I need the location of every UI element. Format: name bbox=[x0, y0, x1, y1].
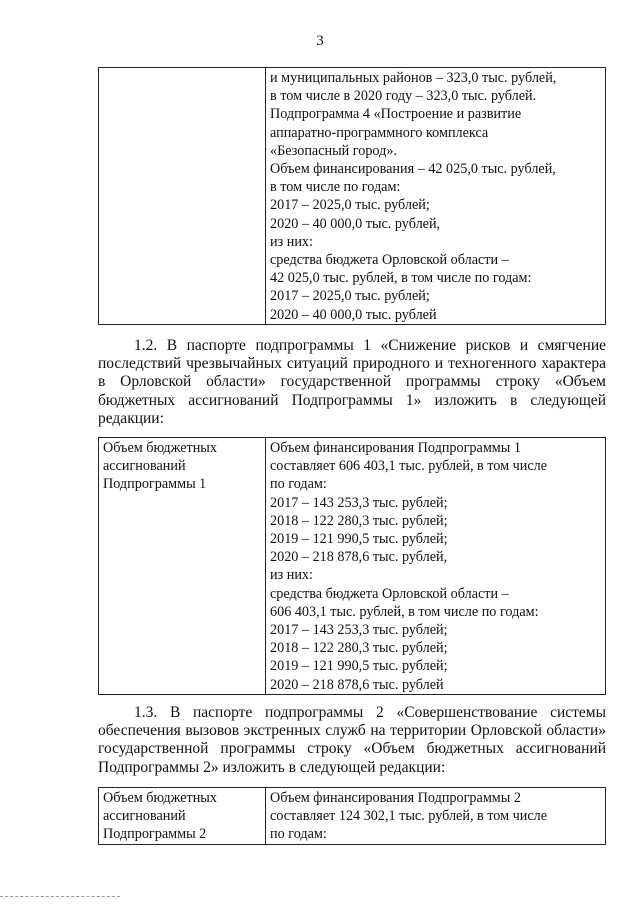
cell-line: 2020 – 218 878,6 тыс. рублей, bbox=[270, 549, 448, 566]
cell-line: из них: bbox=[270, 567, 313, 584]
cell-line: средства бюджета Орловской области – bbox=[270, 252, 509, 269]
cell-line: 2019 – 121 990,5 тыс. рублей; bbox=[270, 658, 448, 675]
cell-line: средства бюджета Орловской области – bbox=[270, 585, 509, 602]
footer-rule bbox=[0, 896, 120, 897]
cell-line: в том числе по годам: bbox=[270, 179, 401, 196]
paragraph-line: бюджетных ассигнований Подпрограммы 1» изложить в следующей bbox=[98, 391, 606, 409]
table-cell-label bbox=[99, 68, 266, 325]
table-cell-label bbox=[99, 788, 266, 845]
cell-line: Объем финансирования – 42 025,0 тыс. рублей, bbox=[270, 161, 556, 178]
table-cell-value bbox=[266, 68, 606, 325]
funding-table-continued bbox=[98, 67, 606, 325]
table-row bbox=[99, 788, 606, 845]
cell-line: составляет 124 302,1 тыс. рублей, в том числе bbox=[270, 808, 548, 825]
cell-line: Объем бюджетных bbox=[103, 440, 217, 456]
paragraph-1-3 bbox=[98, 704, 606, 777]
paragraph-line: последствий чрезвычайных ситуаций природного и техногенного характера bbox=[98, 355, 606, 373]
page-number: 3 bbox=[316, 33, 324, 49]
cell-line: 2018 – 122 280,3 тыс. рублей; bbox=[270, 512, 448, 529]
paragraph-line: 1.3. В паспорте подпрограммы 2 «Совершенствование системы bbox=[134, 704, 606, 721]
cell-line: ассигнований bbox=[103, 808, 186, 825]
paragraph-line: государственной программы строку «Объем бюджетных ассигнований bbox=[98, 740, 606, 758]
funding-table-subprogram-2 bbox=[98, 787, 606, 845]
paragraph-1-2 bbox=[98, 337, 606, 428]
paragraph-line: в Орловской области» государственной программы строку «Объем bbox=[98, 373, 606, 391]
cell-line: аппаратно-программного комплекса bbox=[270, 124, 489, 141]
table-cell-value bbox=[266, 438, 606, 695]
cell-line: 2020 – 40 000,0 тыс. рублей, bbox=[270, 215, 441, 232]
table-row bbox=[99, 68, 606, 325]
paragraph-line: 1.2. В паспорте подпрограммы 1 «Снижение рисков и смягчение bbox=[134, 337, 606, 354]
cell-line: Подпрограммы 2 bbox=[103, 826, 207, 843]
cell-line: 2017 – 143 253,3 тыс. рублей; bbox=[270, 494, 448, 511]
cell-line: в том числе в 2020 году – 323,0 тыс. рублей. bbox=[270, 88, 537, 105]
cell-line: 2019 – 121 990,5 тыс. рублей; bbox=[270, 531, 448, 548]
cell-line: «Безопасный город». bbox=[270, 142, 397, 159]
paragraph-line: редакции: bbox=[98, 409, 164, 427]
table-cell-value bbox=[266, 788, 606, 845]
cell-line: 42 025,0 тыс. рублей, в том числе по годам: bbox=[270, 270, 532, 287]
cell-line: Объем финансирования Подпрограммы 2 bbox=[270, 790, 521, 806]
funding-table-subprogram-1 bbox=[98, 437, 606, 695]
paragraph-line: Подпрограммы 2» изложить в следующей редакции: bbox=[98, 758, 446, 776]
cell-line: Объем бюджетных bbox=[103, 790, 217, 806]
cell-line: Подпрограмма 4 «Построение и развитие bbox=[270, 106, 522, 123]
cell-line: 2017 – 143 253,3 тыс. рублей; bbox=[270, 622, 448, 639]
cell-line: ассигнований bbox=[103, 458, 186, 475]
cell-line: Объем финансирования Подпрограммы 1 bbox=[270, 440, 521, 456]
cell-line: 2020 – 40 000,0 тыс. рублей bbox=[270, 306, 437, 323]
cell-line: по годам: bbox=[270, 476, 327, 493]
cell-line: 2020 – 218 878,6 тыс. рублей bbox=[270, 676, 444, 693]
cell-line: и муниципальных районов – 323,0 тыс. рублей, bbox=[270, 70, 557, 86]
cell-line: 2017 – 2025,0 тыс. рублей; bbox=[270, 288, 430, 305]
cell-line: из них: bbox=[270, 233, 313, 250]
cell-line: 2017 – 2025,0 тыс. рублей; bbox=[270, 197, 430, 214]
cell-line: по годам: bbox=[270, 826, 327, 843]
cell-line: 606 403,1 тыс. рублей, в том числе по годам: bbox=[270, 603, 539, 620]
cell-line: Подпрограммы 1 bbox=[103, 476, 207, 493]
table-cell-label bbox=[99, 438, 266, 695]
cell-line: 2018 – 122 280,3 тыс. рублей; bbox=[270, 640, 448, 657]
cell-line: составляет 606 403,1 тыс. рублей, в том числе bbox=[270, 458, 548, 475]
table-row bbox=[99, 438, 606, 695]
paragraph-line: обеспечения вызовов экстренных служб на территории Орловской области» bbox=[98, 722, 606, 740]
